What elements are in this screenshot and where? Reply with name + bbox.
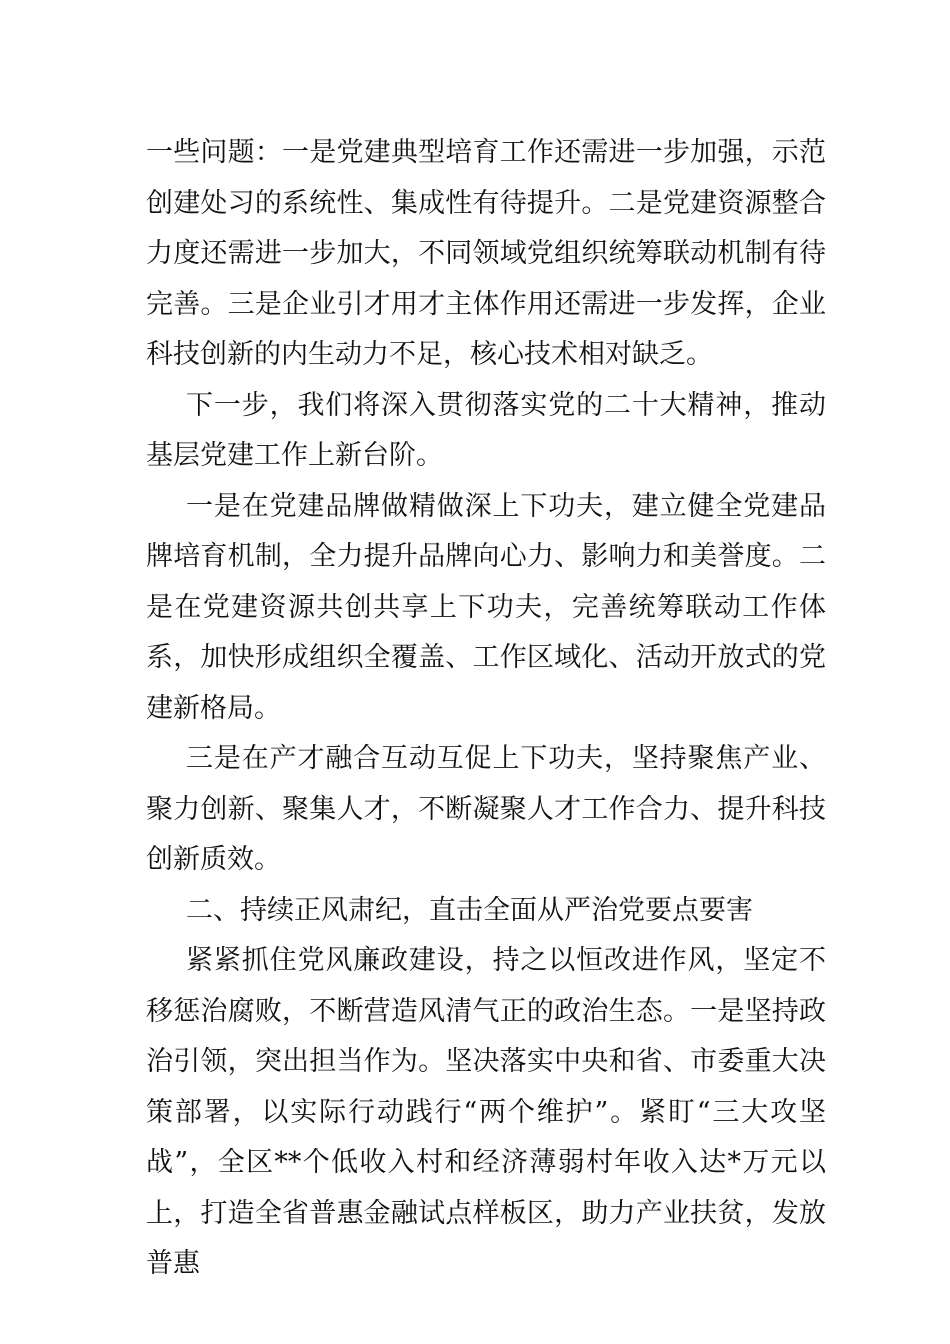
- paragraph-discipline: 紧紧抓住党风廉政建设，持之以恒改进作风，坚定不移惩治腐败，不断营造风清气正的政治生态。一是坚持政治引领，突出担当作为。坚决落实中央和省、市委重大决策部署，以实际行动践行“两个维护”。紧盯“三大攻坚战”，全区**个低收入村和经济薄弱村年收入达*万元以上，打造全省普惠金融试点样板区，助力产业扶贫，发放普惠: [146, 945, 826, 1279]
- paragraph-measures-1-2: 一是在党建品牌做精做深上下功夫，建立健全党建品牌培育机制，全力提升品牌向心力、影响力和美誉度。二是在党建资源共创共享上下功夫，完善统筹联动工作体系，加快形成组织全覆盖、工作区域化、活动开放式的党建新格局。: [146, 490, 826, 724]
- paragraph-next-step: 下一步，我们将深入贯彻落实党的二十大精神，推动基层党建工作上新台阶。: [146, 389, 826, 471]
- paragraph-measure-3: 三是在产才融合互动互促上下功夫，坚持聚焦产业、聚力创新、聚集人才，不断凝聚人才工作合力、提升科技创新质效。: [146, 743, 826, 875]
- section-heading: 二、持续正风肃纪，直击全面从严治党要点要害: [186, 894, 753, 926]
- document-body: [146, 128, 826, 1290]
- paragraph-problems: 一些问题：一是党建典型培育工作还需进一步加强，示范创建处习的系统性、集成性有待提升。二是党建资源整合力度还需进一步加大，不同领域党组织统筹联动机制有待完善。三是企业引才用才主体作用还需进一步发挥，企业科技创新的内生动力不足，核心技术相对缺乏。: [146, 137, 826, 370]
